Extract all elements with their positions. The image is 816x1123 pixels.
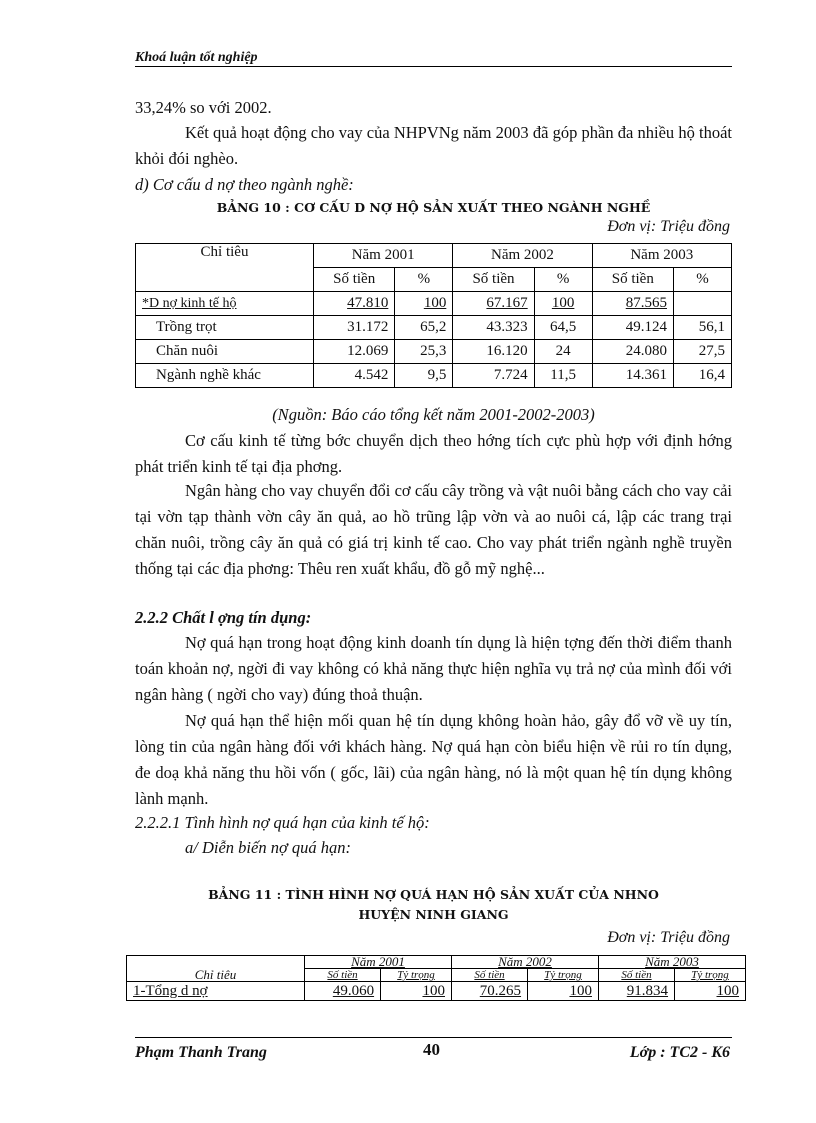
table10-sub-amount: Số tiền (592, 268, 673, 292)
cell: 16.120 (453, 340, 534, 364)
cell: 12.069 (314, 340, 395, 364)
cell (673, 292, 731, 316)
table11-sub-amount: Số tiền (598, 969, 674, 982)
table11-year-2002: Năm 2002 (451, 956, 598, 969)
cell: 27,5 (673, 340, 731, 364)
paragraph-6: Nợ quá hạn thể hiện mối quan hệ tín dụng không hoàn hảo, gây đổ vỡ về uy tín, lòng tin của ngân hàng đối với khách hàng. Nợ quá hạn còn biểu hiện về rủi ro tín dụng, đe doạ khả năng thu hồi vốn ( gốc, lãi) của ngân hàng, nó là một quan hệ tín dụng không lành mạnh. (135, 711, 732, 808)
row-label: 1-Tổng d nợ (127, 982, 305, 1001)
table10-title: BẢNG 10 : CƠ CẤU D NỢ HỘ SẢN XUẤT THEO NGÀNH NGHỀ (216, 200, 651, 215)
header-title: Khoá luận tốt nghiệp (135, 50, 258, 65)
section-heading: 2.2.2 Chất l ợng tín dụng: (135, 608, 312, 627)
cell: 31.172 (314, 316, 395, 340)
table10-sub-amount: Số tiền (453, 268, 534, 292)
cell: 49.060 (305, 982, 381, 1001)
table-row (136, 316, 732, 340)
table11-title-line2: HUYỆN NINH GIANG (358, 907, 509, 922)
table-row (136, 292, 732, 316)
table11-unit: Đơn vị: Triệu đồng (607, 929, 730, 946)
footer-page-number: 40 (423, 1040, 440, 1059)
table-10 (135, 243, 732, 388)
cell: 100 (381, 982, 452, 1001)
row-label: Chăn nuôi (136, 340, 314, 364)
table10-year-2001: Năm 2001 (314, 244, 453, 268)
paragraph-1: 33,24% so với 2002. (135, 98, 272, 117)
table10-sub-amount: Số tiền (314, 268, 395, 292)
table11-header-label: Chỉ tiêu (127, 956, 305, 982)
paragraph-4: Ngân hàng cho vay chuyển đổi cơ cấu cây trồng và vật nuôi bằng cách cho vay cải tại vờn tạp thành vờn cây ăn quả, ao hồ trũng lập vờn và ao nuôi cá, lập các trang trại chăn nuôi, trồng cây ăn quả có giá trị kinh tế cao. Cho vay phát triển ngành nghề truyền thống tại các địa phơng: Thêu ren xuất khẩu, đồ gỗ mỹ nghệ... (135, 481, 732, 578)
cell: 49.124 (592, 316, 673, 340)
cell: 64,5 (534, 316, 592, 340)
table11-year-2003: Năm 2003 (598, 956, 745, 969)
header-rule (135, 66, 732, 67)
row-label: *D nợ kinh tế hộ (136, 292, 314, 316)
table10-sub-pct: % (534, 268, 592, 292)
cell: 47.810 (314, 292, 395, 316)
table11-sub-amount: Số tiền (451, 969, 527, 982)
table10-year-2003: Năm 2003 (592, 244, 731, 268)
footer-class: Lớp : TC2 - K6 (629, 1044, 730, 1061)
table11-title-line1: BẢNG 11 : TÌNH HÌNH NỢ QUÁ HẠN HỘ SẢN XUẤT CỦA NHNO (208, 887, 659, 902)
cell: 70.265 (451, 982, 527, 1001)
cell: 11,5 (534, 364, 592, 388)
table11-sub-share: Tỷ trọng (675, 969, 746, 982)
table-11 (126, 955, 746, 1001)
cell: 9,5 (395, 364, 453, 388)
row-label: Trồng trọt (136, 316, 314, 340)
table10-header-label: Chỉ tiêu (136, 244, 314, 292)
cell: 24 (534, 340, 592, 364)
cell: 16,4 (673, 364, 731, 388)
table11-year-2001: Năm 2001 (305, 956, 452, 969)
table10-unit: Đơn vị: Triệu đồng (607, 218, 730, 235)
table10-sub-pct: % (395, 268, 453, 292)
table10-year-2002: Năm 2002 (453, 244, 592, 268)
cell: 87.565 (592, 292, 673, 316)
table10-source: (Nguồn: Báo cáo tổng kết năm 2001-2002-2003) (272, 405, 595, 424)
subheading-a: a/ Diễn biến nợ quá hạn: (185, 838, 351, 857)
paragraph-5: Nợ quá hạn trong hoạt động kinh doanh tín dụng là hiện tợng đến thời điểm thanh toán khoản nợ, ngời đi vay không có khả năng thực hiện nghĩa vụ trả nợ của mình đối với ngân hàng ( ngời cho vay) đúng thoả thuận. (135, 633, 732, 704)
cell: 100 (675, 982, 746, 1001)
table10-sub-pct: % (673, 268, 731, 292)
paragraph-3: Cơ cấu kinh tế từng bớc chuyển dịch theo hớng tích cực phù hợp với định hớng phát triển kinh tế tại địa phơng. (135, 431, 732, 476)
cell: 67.167 (453, 292, 534, 316)
footer-rule (135, 1037, 732, 1038)
table11-sub-share: Tỷ trọng (381, 969, 452, 982)
cell: 25,3 (395, 340, 453, 364)
table11-sub-share: Tỷ trọng (528, 969, 599, 982)
table-row (136, 364, 732, 388)
cell: 100 (395, 292, 453, 316)
cell: 43.323 (453, 316, 534, 340)
subheading-d: d) Cơ cấu d nợ theo ngành nghề: (135, 175, 354, 194)
cell: 24.080 (592, 340, 673, 364)
paragraph-2: Kết quả hoạt động cho vay của NHPVNg năm 2003 đã góp phần đa nhiều hộ thoát khỏi đói nghèo. (135, 123, 732, 168)
cell: 100 (528, 982, 599, 1001)
row-label: Ngành nghề khác (136, 364, 314, 388)
table11-sub-amount: Số tiền (305, 969, 381, 982)
cell: 4.542 (314, 364, 395, 388)
table-row (127, 982, 746, 1001)
subheading-2221: 2.2.2.1 Tình hình nợ quá hạn của kinh tế hộ: (135, 813, 430, 832)
table-row (136, 340, 732, 364)
cell: 100 (534, 292, 592, 316)
cell: 7.724 (453, 364, 534, 388)
cell: 65,2 (395, 316, 453, 340)
cell: 14.361 (592, 364, 673, 388)
cell: 56,1 (673, 316, 731, 340)
cell: 91.834 (598, 982, 674, 1001)
footer-author: Phạm Thanh Trang (135, 1044, 267, 1061)
